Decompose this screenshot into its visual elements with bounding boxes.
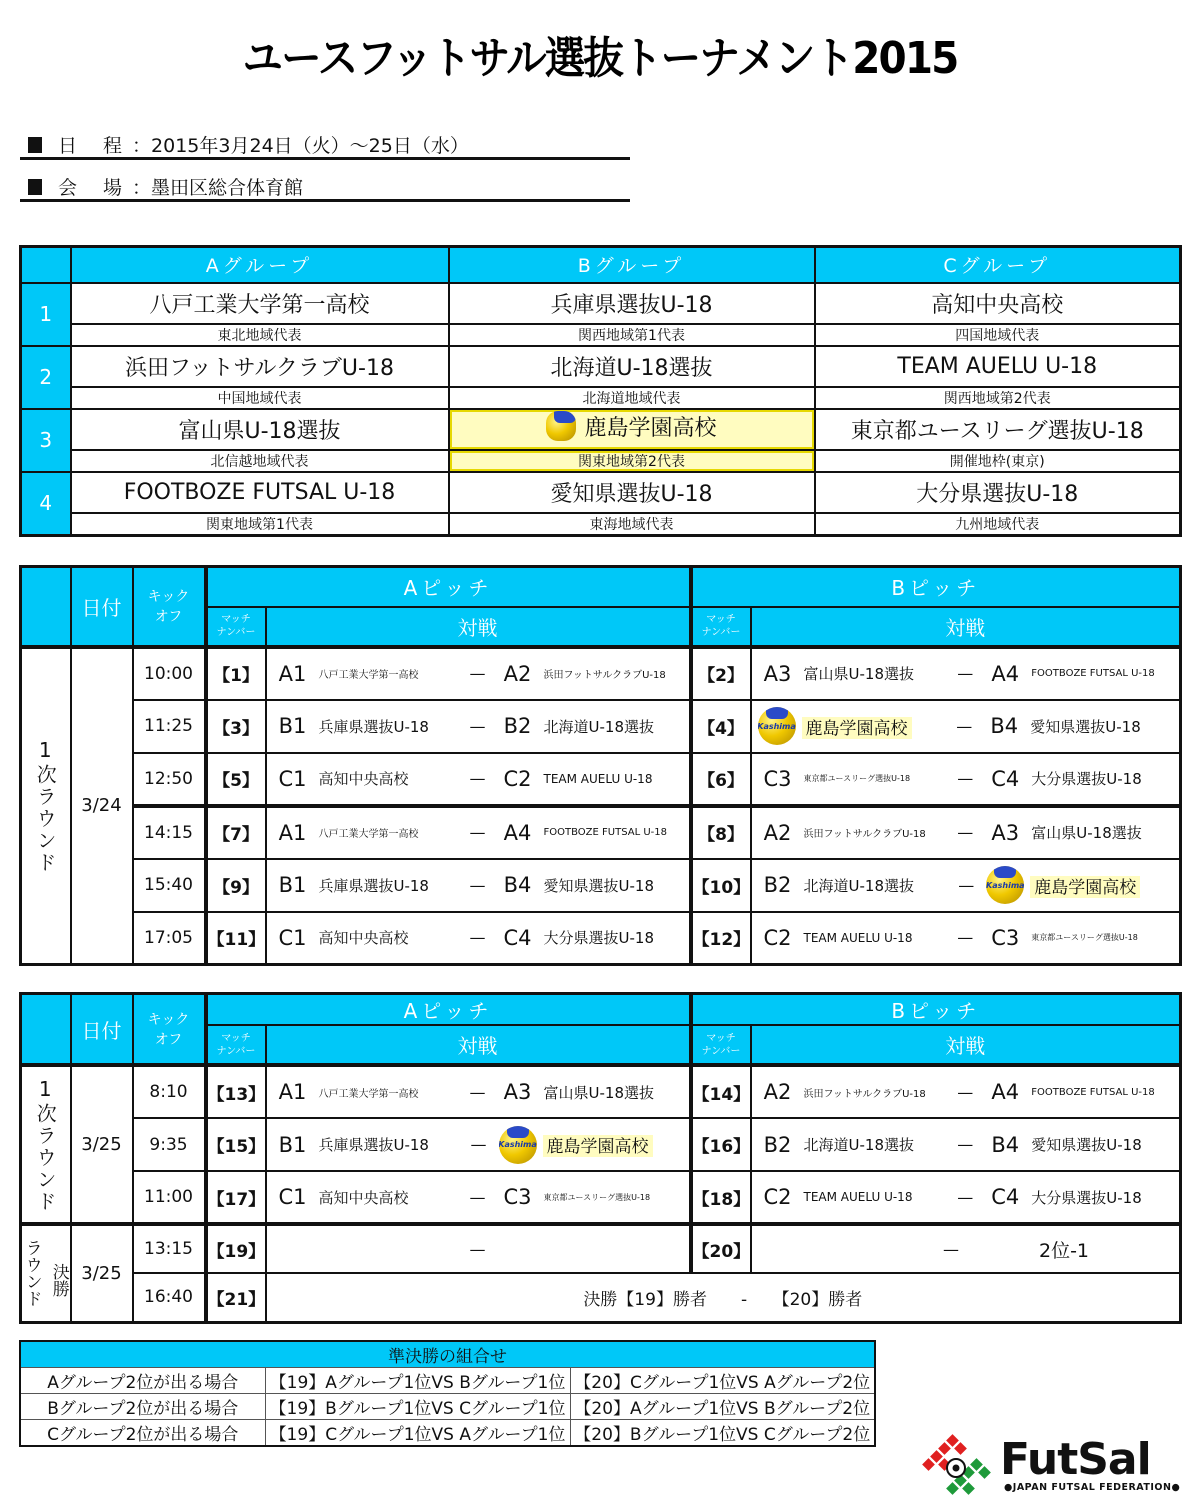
seed-code: A4 <box>991 661 1020 686</box>
team-name: 東京都ユースリーグ選抜U-18 <box>803 774 911 783</box>
round-label-text: 1次ラウンド <box>33 737 58 874</box>
team-name: 八戸工業大学第一高校 <box>318 1088 419 1100</box>
vs-dash: — <box>958 875 975 895</box>
team-name-highlighted <box>537 1132 683 1157</box>
date-header: 日付 <box>71 994 133 1066</box>
team-name: 東京都ユースリーグ選抜U-18 <box>543 1192 651 1202</box>
seed-code: A2 <box>763 820 792 845</box>
seed-code: B4 <box>991 1132 1020 1157</box>
team-region: 東海地域代表 <box>449 513 815 536</box>
team-name: 高知中央高校 <box>815 283 1181 324</box>
vs-dash: — <box>469 1187 486 1207</box>
team-name: 東京都ユースリーグ選抜U-18 <box>1031 933 1138 943</box>
seed-code: C1 <box>278 1185 307 1209</box>
venue-info <box>20 174 630 202</box>
seed-number: 3 <box>21 409 71 472</box>
kickoff-time: 17:05 <box>133 912 206 965</box>
match-number-header-line1: マッチ <box>706 614 736 625</box>
bullet-square-icon <box>28 179 42 195</box>
team-name: 大分県選抜U-18 <box>815 472 1181 513</box>
kickoff-time: 11:00 <box>133 1171 206 1224</box>
kickoff-header-line2: オフ <box>154 1032 183 1048</box>
vs-dash: — <box>957 1187 974 1207</box>
group-header-a: Aグループ <box>71 247 449 283</box>
match-number: 【10】 <box>691 859 751 912</box>
round-label-text: 1次ラウンド <box>33 1076 58 1213</box>
match-a <box>266 1118 691 1171</box>
team-name: 浜田フットサルクラブU-18 <box>543 670 666 681</box>
semi-final-b <box>751 1224 1181 1273</box>
team-name-text: 鹿島学園高校 <box>584 415 717 441</box>
group-header-c: Cグループ <box>815 247 1181 283</box>
kashima-ball-icon: Kashima <box>986 866 1024 904</box>
venue-label: 会 場 <box>58 177 133 199</box>
team-name: 大分県選抜U-18 <box>1031 1188 1142 1207</box>
combo-match-20: 【20】Aグループ1位VS Bグループ2位 <box>570 1394 875 1420</box>
kashima-ball-icon: Kashima <box>499 1126 537 1164</box>
schedule-info <box>20 132 630 160</box>
match-number: 【18】 <box>691 1171 751 1224</box>
team-name-highlighted <box>1024 873 1173 898</box>
match-number-header <box>691 1025 751 1065</box>
team-name: TEAM AUELU U-18 <box>803 1190 913 1204</box>
team-name: 兵庫県選抜U-18 <box>318 876 429 895</box>
group-header-b: Bグループ <box>449 247 815 283</box>
match-number-header <box>206 607 266 647</box>
vs-dash: — <box>469 664 486 683</box>
seed-code: C3 <box>991 925 1020 950</box>
seed-code: C2 <box>503 766 532 791</box>
team-name: 富山県U-18選抜 <box>803 665 914 683</box>
seed-code: B2 <box>763 1132 792 1157</box>
combo-match-20: 【20】Cグループ1位VS Aグループ2位 <box>570 1368 875 1394</box>
match-number: 【13】 <box>206 1065 266 1118</box>
versus-header: 対戦 <box>266 607 691 647</box>
match-number: 【2】 <box>691 647 751 700</box>
final-round-label <box>21 1224 71 1322</box>
combo-match-19: 【19】Aグループ1位VS Bグループ1位 <box>265 1368 570 1394</box>
jff-futsal-logo <box>918 1432 1180 1498</box>
team-name-highlighted <box>796 714 945 739</box>
final-match: 決勝【19】勝者 - 【20】勝者 <box>266 1273 1181 1322</box>
match-number-header-line2: ナンバー <box>701 1045 741 1057</box>
team-name: 愛知県選抜U-18 <box>449 472 815 513</box>
seed-code: A2 <box>763 1080 792 1104</box>
team-name: 愛知県選抜U-18 <box>1030 717 1141 736</box>
versus-header: 対戦 <box>751 1025 1181 1065</box>
futsal-wordmark: FutSal <box>1000 1434 1151 1485</box>
team-name: 愛知県選抜U-18 <box>1031 1136 1142 1154</box>
team-name: FOOTBOZE FUTSAL U-18 <box>71 472 449 513</box>
schedule-table-day2 <box>19 992 1182 1324</box>
team-name: 北海道U-18選抜 <box>543 717 654 736</box>
versus-header: 対戦 <box>266 1025 691 1065</box>
team-name: 富山県U-18選抜 <box>71 409 449 450</box>
team-name: 高知中央高校 <box>318 929 409 948</box>
match-b <box>751 859 1181 912</box>
kickoff-header <box>133 994 206 1066</box>
match-b <box>751 912 1181 965</box>
seed-code: A1 <box>278 820 307 845</box>
team-name-highlighted <box>449 409 815 450</box>
match-number-header-line1: マッチ <box>221 1032 251 1044</box>
kickoff-time: 13:15 <box>133 1224 206 1273</box>
seed-code: C1 <box>278 925 307 950</box>
team-name: 北海道U-18選抜 <box>803 876 914 895</box>
kickoff-time: 8:10 <box>133 1065 206 1118</box>
match-number: 【4】 <box>691 700 751 753</box>
seed-code: A1 <box>278 661 307 686</box>
team-name: 八戸工業大学第一高校 <box>318 670 419 681</box>
kickoff-time: 16:40 <box>133 1273 206 1322</box>
match-number: 【12】 <box>691 912 751 965</box>
round-label <box>21 647 71 965</box>
vs-dash: — <box>957 664 974 683</box>
seed-code: B1 <box>278 873 307 897</box>
team-name: TEAM AUELU U-18 <box>803 930 913 945</box>
team-name: 大分県選抜U-18 <box>1031 770 1142 788</box>
team-name: 高知中央高校 <box>318 1188 409 1207</box>
match-b <box>751 1065 1181 1118</box>
semi-combos-title: 準決勝の組合せ <box>20 1341 875 1368</box>
seed-code: C3 <box>763 766 792 791</box>
seed-code: C3 <box>503 1185 532 1209</box>
vs-dash: — <box>957 1135 974 1154</box>
kickoff-time: 10:00 <box>133 647 206 700</box>
semi-final-combinations-table <box>19 1340 876 1447</box>
kashima-team-name: 鹿島学園高校 <box>802 717 912 739</box>
match-number-header-line1: マッチ <box>221 614 251 625</box>
match-number-header-line2: ナンバー <box>216 1045 256 1057</box>
team-name: 浜田フットサルクラブU-18 <box>71 346 449 387</box>
pitch-b-header: Bピッチ <box>691 567 1181 607</box>
vs-dash: — <box>942 1239 959 1259</box>
team-name: 兵庫県選抜U-18 <box>318 1136 429 1154</box>
combo-condition: Cグループ2位が出る場合 <box>20 1420 265 1447</box>
vs-dash: — <box>957 1082 974 1102</box>
match-number-header-line1: マッチ <box>706 1032 736 1044</box>
match-b <box>751 806 1181 859</box>
seed-code: B1 <box>278 1132 307 1157</box>
page-title: ユースフットサル選抜トーナメント2015 <box>242 33 958 84</box>
team-name: FOOTBOZE FUTSAL U-18 <box>1031 1086 1155 1098</box>
vs-dash: — <box>469 1082 486 1102</box>
kashima-ball-icon: Kashima <box>758 707 796 745</box>
match-b <box>751 700 1181 753</box>
final-round-label-1: ラウンド <box>21 1239 42 1308</box>
kickoff-header-line1: キック <box>147 589 190 606</box>
vs-dash: — <box>957 928 974 948</box>
combo-condition: Bグループ2位が出る場合 <box>20 1394 265 1420</box>
match-number: 【5】 <box>206 753 266 806</box>
group-table <box>19 245 1182 537</box>
seed-code: A3 <box>503 1080 532 1104</box>
pitch-a-header: Aピッチ <box>206 994 691 1026</box>
match-b <box>751 753 1181 806</box>
match-a <box>266 1065 691 1118</box>
seed-code: B1 <box>278 714 307 738</box>
seed-code: A3 <box>991 820 1020 845</box>
seed-code: B4 <box>503 873 532 897</box>
team-region: 東北地域代表 <box>71 324 449 346</box>
corner-cell <box>21 994 71 1066</box>
combo-match-19: 【19】Cグループ1位VS Aグループ1位 <box>265 1420 570 1447</box>
final-round-label-2: 決勝 <box>48 1263 69 1298</box>
match-number: 【16】 <box>691 1118 751 1171</box>
match-date: 3/25 <box>71 1065 133 1224</box>
match-b <box>751 1171 1181 1224</box>
match-number: 【3】 <box>206 700 266 753</box>
match-number: 【6】 <box>691 753 751 806</box>
venue-value: ：墨田区総合体育館 <box>132 177 304 199</box>
match-b <box>751 647 1181 700</box>
combo-match-20: 【20】Bグループ1位VS Cグループ2位 <box>570 1420 875 1447</box>
match-number: 【11】 <box>206 912 266 965</box>
schedule-value: ：2015年3月24日（火）～25日（水） <box>132 135 469 157</box>
vs-dash: — <box>469 928 486 948</box>
kickoff-header <box>133 567 206 647</box>
team-region: 中国地域代表 <box>71 387 449 409</box>
seed-code: C4 <box>991 766 1020 791</box>
team-name: 富山県U-18選抜 <box>1031 824 1142 842</box>
team-region: 九州地域代表 <box>815 513 1181 536</box>
seed-number: 1 <box>21 283 71 346</box>
match-number: 【7】 <box>206 806 266 859</box>
match-number: 【1】 <box>206 647 266 700</box>
seed-code: B4 <box>990 714 1019 738</box>
vs-dash: — <box>469 716 486 736</box>
match-number-header-line2: ナンバー <box>216 627 256 638</box>
pitch-a-header: Aピッチ <box>206 567 691 607</box>
vs-dash: — <box>469 823 486 842</box>
schedule-label: 日 程 <box>58 135 133 157</box>
seed-code: C2 <box>763 925 792 950</box>
seed-code: A2 <box>503 661 532 686</box>
combo-condition: Aグループ2位が出る場合 <box>20 1368 265 1394</box>
team-name: 愛知県選抜U-18 <box>543 876 654 895</box>
futsal-emblem-icon <box>918 1432 998 1498</box>
seed-code: C4 <box>503 925 532 950</box>
team-name: 北海道U-18選抜 <box>449 346 815 387</box>
date-header: 日付 <box>71 567 133 647</box>
team-region-highlighted: 関東地域第2代表 <box>449 450 815 472</box>
match-number: 【19】 <box>206 1224 266 1273</box>
match-number: 【8】 <box>691 806 751 859</box>
seed-code: A1 <box>278 1080 307 1104</box>
seed-code: B2 <box>763 873 792 897</box>
match-date: 3/25 <box>71 1224 133 1322</box>
team-name: FOOTBOZE FUTSAL U-18 <box>543 827 667 838</box>
vs-dash: — <box>957 769 974 788</box>
team-region: 北海道地域代表 <box>449 387 815 409</box>
team-name: FOOTBOZE FUTSAL U-18 <box>1031 668 1155 679</box>
match-number-header-line2: ナンバー <box>701 627 741 638</box>
match-number: 【15】 <box>206 1118 266 1171</box>
seed-code: B2 <box>503 714 532 738</box>
jersey-icon <box>546 411 576 441</box>
team-name: 八戸工業大学第一高校 <box>71 283 449 324</box>
kickoff-time: 12:50 <box>133 753 206 806</box>
seed-number: 2 <box>21 346 71 409</box>
kashima-team-name: 鹿島学園高校 <box>1030 876 1140 898</box>
team-region: 北信越地域代表 <box>71 450 449 472</box>
match-number: 【21】 <box>206 1273 266 1322</box>
seed-number: 4 <box>21 472 71 536</box>
match-number-header <box>691 607 751 647</box>
team-name: 富山県U-18選抜 <box>543 1083 654 1102</box>
match-a <box>266 1171 691 1224</box>
pitch-b-header: Bピッチ <box>691 994 1181 1026</box>
match-number: 【17】 <box>206 1171 266 1224</box>
kickoff-time: 9:35 <box>133 1118 206 1171</box>
match-b <box>751 1118 1181 1171</box>
semi-final-b-right: 2位-1 <box>1038 1239 1090 1262</box>
corner-cell <box>21 567 71 647</box>
team-name: 北海道U-18選抜 <box>803 1136 914 1154</box>
vs-dash: — <box>956 716 973 736</box>
combo-match-19: 【19】Bグループ1位VS Cグループ1位 <box>265 1394 570 1420</box>
match-number: 【14】 <box>691 1065 751 1118</box>
schedule-table-day1 <box>19 565 1182 966</box>
kashima-team-name: 鹿島学園高校 <box>543 1135 653 1157</box>
group-corner-cell <box>21 247 71 283</box>
team-name: 東京都ユースリーグ選抜U-18 <box>815 409 1181 450</box>
match-a <box>266 806 691 859</box>
vs-dash: — <box>469 875 486 895</box>
seed-code: A3 <box>763 661 792 686</box>
team-name: 八戸工業大学第一高校 <box>318 829 419 840</box>
match-number: 【20】 <box>691 1224 751 1273</box>
team-name: 高知中央高校 <box>318 770 409 788</box>
match-a <box>266 700 691 753</box>
seed-code: A4 <box>503 820 532 845</box>
match-a <box>266 753 691 806</box>
vs-dash: — <box>957 823 974 842</box>
vs-dash: — <box>469 769 486 788</box>
team-region: 四国地域代表 <box>815 324 1181 346</box>
semi-final-a: — <box>266 1224 691 1273</box>
team-name: 兵庫県選抜U-18 <box>318 717 429 736</box>
match-a <box>266 647 691 700</box>
team-name: TEAM AUELU U-18 <box>543 771 653 786</box>
team-name: TEAM AUELU U-18 <box>815 346 1181 387</box>
seed-code: C2 <box>763 1185 792 1209</box>
kickoff-time: 15:40 <box>133 859 206 912</box>
match-number-header <box>206 1025 266 1065</box>
jff-caption: ●JAPAN FUTSAL FEDERATION● <box>1004 1482 1181 1493</box>
team-name: 浜田フットサルクラブU-18 <box>803 829 926 840</box>
match-number: 【9】 <box>206 859 266 912</box>
match-date: 3/24 <box>71 647 133 965</box>
seed-code: C1 <box>278 766 307 791</box>
vs-dash: — <box>470 1135 487 1154</box>
round-label <box>21 1065 71 1224</box>
team-name: 兵庫県選抜U-18 <box>449 283 815 324</box>
match-a <box>266 859 691 912</box>
team-name: 浜田フットサルクラブU-18 <box>803 1088 926 1100</box>
versus-header: 対戦 <box>751 607 1181 647</box>
team-region: 開催地枠(東京) <box>815 450 1181 472</box>
team-region: 関東地域第1代表 <box>71 513 449 536</box>
match-a <box>266 912 691 965</box>
kickoff-header-line2: オフ <box>154 609 183 626</box>
bullet-square-icon <box>28 137 42 153</box>
kickoff-time: 14:15 <box>133 806 206 859</box>
team-region: 関西地域第2代表 <box>815 387 1181 409</box>
seed-code: A4 <box>991 1080 1020 1104</box>
seed-code: C4 <box>991 1185 1020 1209</box>
team-name: 大分県選抜U-18 <box>543 929 654 948</box>
kickoff-header-line1: キック <box>147 1012 190 1028</box>
team-region: 関西地域第1代表 <box>449 324 815 346</box>
kickoff-time: 11:25 <box>133 700 206 753</box>
